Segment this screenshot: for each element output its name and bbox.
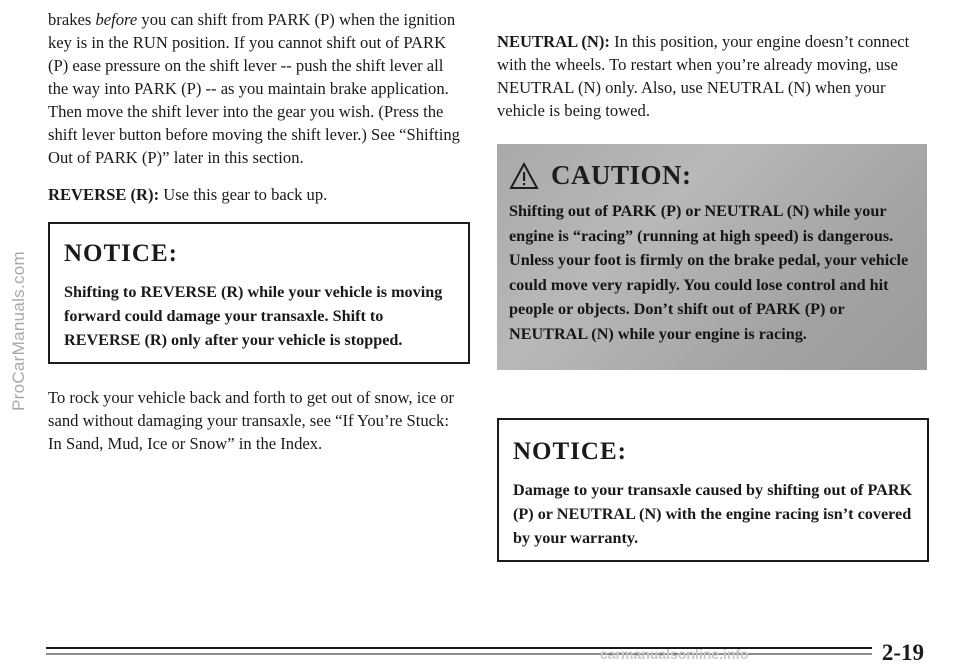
- text-segment: brakes: [48, 10, 96, 29]
- warning-triangle-icon: [509, 162, 539, 190]
- notice-text: Damage to your transaxle caused by shifting out of PARK (P) or NEUTRAL (N) with the engine racing isn’t covered by your warranty.: [513, 481, 913, 547]
- text-segment: you can shift from PARK (P) when the ignition key is in the RUN position. If you cannot shift out of PARK (P) ease pressure on the shift lever -- push the shift lever all the way into PARK (P) -- as you maintain brake application. Then move the shift lever into the gear you wish. (Press the shift lever button before moving the shift lever.) See “Shifting Out of PARK (P)” later in this section.: [48, 10, 460, 167]
- notice-box-reverse: [48, 222, 470, 364]
- caution-title: CAUTION:: [551, 160, 692, 190]
- page-number: 2-19: [881, 640, 924, 665]
- neutral-text: In this position, your engine doesn’t connect with the wheels. To restart when you’re already moving, use NEUTRAL (N) only. Also, use NEUTRAL (N) when your vehicle is being towed.: [497, 32, 910, 120]
- notice-title: NOTICE:: [513, 438, 627, 465]
- watermark-text: ProCarManuals.com: [9, 250, 29, 411]
- reverse-paragraph: [48, 183, 466, 206]
- neutral-label: NEUTRAL (N):: [497, 32, 610, 51]
- italic-text: before: [95, 10, 138, 29]
- caution-box: [497, 144, 927, 370]
- rock-vehicle-paragraph: To rock your vehicle back and forth to get out of snow, ice or sand without damaging your transaxle, see “If You’re Stuck: In Sand, Mud, Ice or Snow” in the Index.: [48, 388, 455, 453]
- caution-text: Shifting out of PARK (P) or NEUTRAL (N) while your engine is “racing” (running at high speed) is dangerous. Unless your foot is firmly on the brake pedal, your vehicle could move very rapidly. You could lose control and hit people or objects. Don’t shift out of PARK (P) or NEUTRAL (N) while your engine is racing.: [509, 202, 909, 343]
- notice-text: Shifting to REVERSE (R) while your vehicle is moving forward could damage your transaxle. Shift to REVERSE (R) only after your vehicle is stopped.: [64, 283, 443, 349]
- reverse-text: Use this gear to back up.: [159, 185, 328, 204]
- reverse-label: REVERSE (R):: [48, 185, 160, 204]
- left-column: [48, 8, 466, 455]
- shift-park-paragraph: [48, 8, 466, 169]
- neutral-paragraph: [497, 30, 937, 122]
- right-column: [497, 30, 937, 562]
- notice-title: NOTICE:: [64, 240, 178, 267]
- footer-watermark: carmanualsonline.info: [600, 646, 749, 661]
- caution-heading: [509, 160, 915, 191]
- side-watermark: [2, 0, 36, 661]
- notice-box-warranty: [497, 418, 929, 562]
